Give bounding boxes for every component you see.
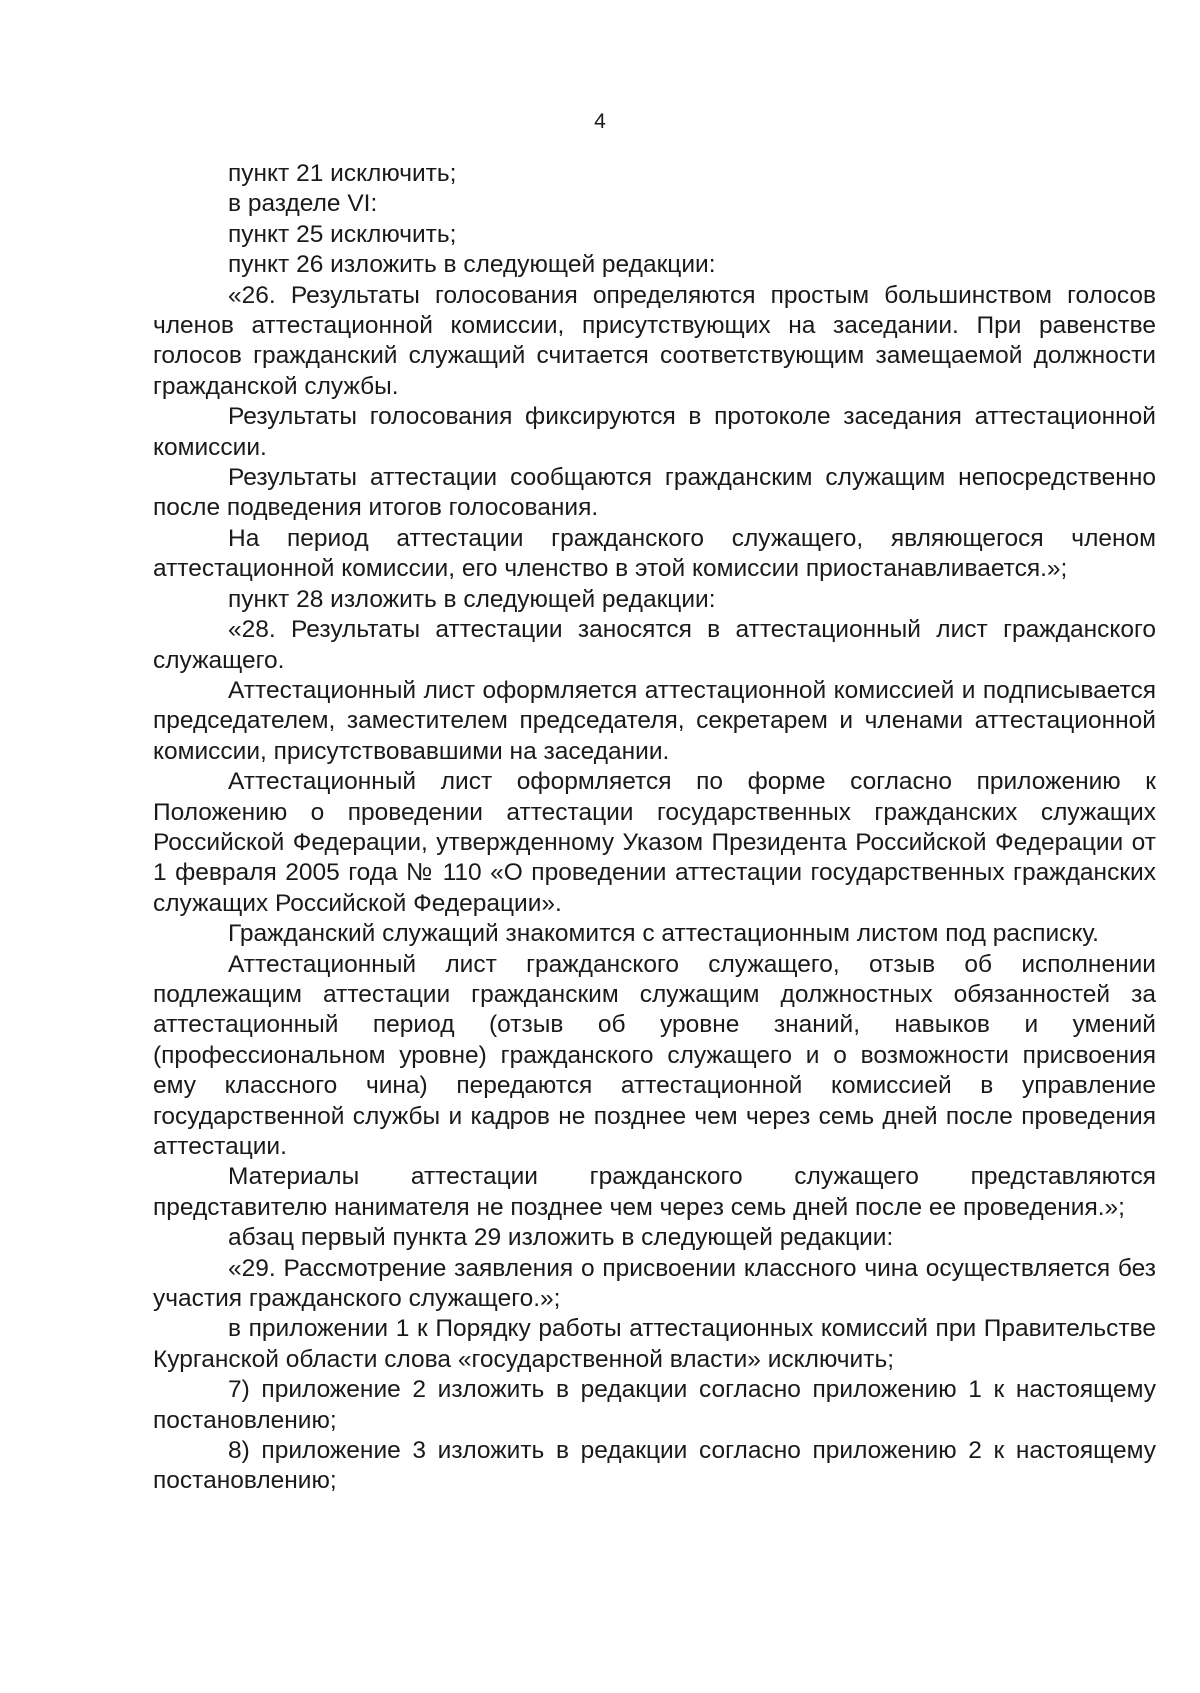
paragraph: пункт 26 изложить в следующей редакции: bbox=[228, 251, 716, 279]
paragraph: абзац первый пункта 29 изложить в следующей редакции: bbox=[228, 1224, 894, 1252]
paragraph: пункт 25 исключить; bbox=[228, 220, 457, 248]
paragraph: На период аттестации гражданского служащего, являющегося членом аттестационной комиссии, его членство в этой комиссии приостанавливается.»; bbox=[153, 524, 1156, 583]
paragraph: в разделе VI: bbox=[228, 190, 378, 218]
paragraph: «29. Рассмотрение заявления о присвоении классного чина осуществляется без участия гражданского служащего.»; bbox=[153, 1254, 1156, 1313]
paragraph: пункт 28 изложить в следующей редакции: bbox=[228, 585, 716, 613]
paragraph: 8) приложение 3 изложить в редакции согласно приложению 2 к настоящему постановлению; bbox=[153, 1437, 1156, 1495]
paragraph: Аттестационный лист оформляется аттестационной комиссией и подписывается председателем, заместителем председателя, секретарем и членами аттестационной комиссии, присутствовавшими на заседании. bbox=[153, 676, 1156, 765]
paragraph: в приложении 1 к Порядку работы аттестационных комиссий при Правительстве Курганской области слова «государственной власти» исключить; bbox=[153, 1315, 1156, 1373]
paragraph: Аттестационный лист оформляется по форме согласно приложению к Положению о проведении аттестации государственных гражданских служащих Российской Федерации, утвержденному Указом Президента Российской Федерации от 1 февраля 2005 года № 110 «О проведении аттестации государственных гражданских служащих Российской Федерации». bbox=[153, 768, 1156, 917]
paragraph: «28. Результаты аттестации заносятся в аттестационный лист гражданского служащего. bbox=[153, 616, 1156, 674]
page-number: 4 bbox=[594, 110, 606, 133]
paragraph: Гражданский служащий знакомится с аттестационным листом под расписку. bbox=[228, 920, 1099, 948]
paragraph: «26. Результаты голосования определяются простым большинством голосов членов аттестационной комиссии, присутствующих на заседании. При равенстве голосов гражданский служащий считается соответствующим замещаемой должности гражданской службы. bbox=[153, 281, 1156, 400]
paragraph: Результаты голосования фиксируются в протоколе заседания аттестационной комиссии. bbox=[153, 403, 1156, 461]
paragraph: Результаты аттестации сообщаются гражданским служащим непосредственно после подведения итогов голосования. bbox=[153, 464, 1156, 522]
paragraph: Материалы аттестации гражданского служащего представляются представителю нанимателя не позднее чем через семь дней после ее проведения.»; bbox=[153, 1163, 1156, 1221]
document-body bbox=[153, 159, 1156, 1497]
paragraph: пункт 21 исключить; bbox=[228, 160, 457, 187]
paragraph: Аттестационный лист гражданского служащего, отзыв об исполнении подлежащим аттестации гражданским служащим должностных обязанностей за аттестационный период (отзыв об уровне знаний, навыков и умений (профессиональном уровне) гражданского служащего и о возможности присвоения ему классного чина) передаются аттестационной комиссией в управление государственной службы и кадров не позднее чем через семь дней после проведения аттестации. bbox=[153, 950, 1156, 1160]
paragraph: 7) приложение 2 изложить в редакции согласно приложению 1 к настоящему постановлению; bbox=[153, 1376, 1156, 1434]
